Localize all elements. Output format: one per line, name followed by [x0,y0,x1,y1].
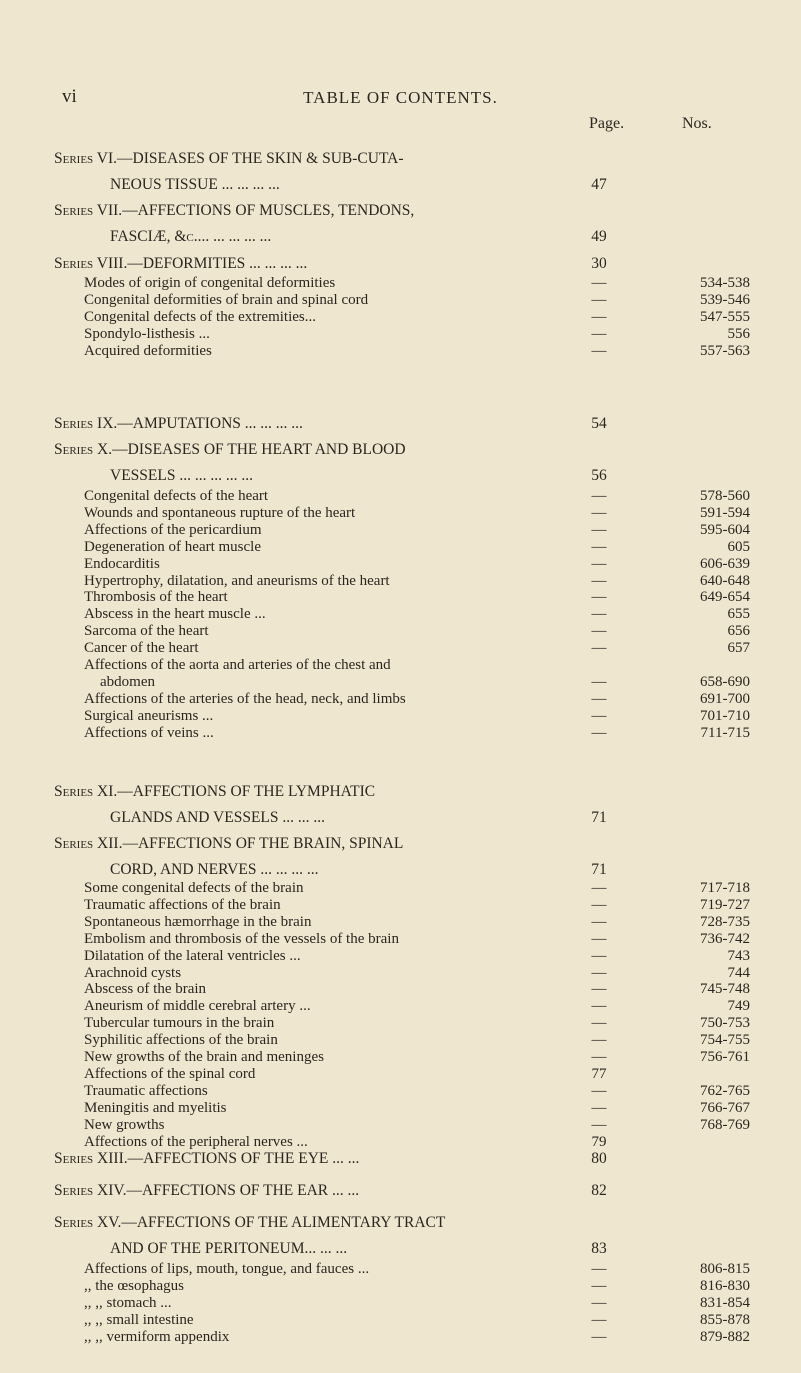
toc-entry-page: — [591,325,607,342]
toc-entry-page: — [591,572,607,589]
toc-entry-page: — [591,589,607,606]
toc-entry: Wounds and spontaneous rupture of the heart [84,504,356,521]
series-title-line2: NEOUS TISSUE ... ... ... ... [110,176,280,193]
series-title-line1: Series XII.—AFFECTIONS OF THE BRAIN, SPINAL [54,835,404,852]
series-page-number: 56 [591,467,607,484]
toc-entry-nos: 605 [727,538,750,555]
toc-entry-page: — [591,1277,607,1294]
toc-entry-page: — [591,896,607,913]
toc-entry-page: — [591,521,607,538]
toc-entry-nos: 816-830 [700,1277,750,1294]
toc-entry-page: — [591,880,607,896]
toc-entry-nos: 539-546 [700,291,750,308]
toc-entry-nos: 691-700 [700,690,750,707]
toc-entry-nos: 831-854 [700,1294,750,1311]
toc-entry: Arachnoid cysts [84,964,182,981]
toc-entry-nos: 768-769 [700,1116,750,1133]
toc-entry: ,, ,, vermiform appendix [84,1328,230,1345]
toc-entry: Tubercular tumours in the brain [84,1015,275,1032]
toc-entry-page: — [591,1049,607,1065]
series-title-line2: VESSELS ... ... ... ... ... [110,467,253,484]
toc-entry-nos: 591-594 [700,504,750,521]
toc-entry: New growths [84,1116,165,1133]
toc-entry-nos: 606-639 [700,555,750,572]
toc-entry-nos: 701-710 [700,707,750,724]
toc-entry-page: — [591,673,607,690]
series-page-number: 54 [591,415,607,432]
toc-entry-nos: 547-555 [700,308,750,325]
toc-entry: abdomen [100,673,155,690]
toc-entry-page: — [591,555,607,572]
toc-entry: Acquired deformities [84,342,212,359]
toc-entry-page: — [591,947,607,964]
series-heading [54,437,574,489]
toc-entry-nos: 656 [727,623,750,640]
toc-entry: ,, the œsophagus [84,1277,184,1294]
toc-entry-nos: 736-742 [700,930,750,947]
toc-entry: Aneurism of middle cerebral artery ... [84,998,311,1015]
toc-entry-page: — [591,998,607,1015]
series-page-number: 49 [591,228,607,245]
toc-entry-nos: 728-735 [700,913,750,930]
toc-entry-nos: 658-690 [700,673,750,690]
toc-entry: Affections of the arteries of the head, neck, and limbs [84,690,406,707]
series-page-number: 30 [591,255,607,272]
series-title-line1: Series XIII.—AFFECTIONS OF THE EYE ... ... [54,1150,360,1167]
page-number: vi [62,86,77,107]
toc-entry-nos: 640-648 [700,572,750,589]
toc-entry-nos: 719-727 [700,896,750,913]
toc-entry: Embolism and thrombosis of the vessels of the brain [84,930,399,947]
series-heading [54,779,574,831]
toc-entry-page: — [591,724,607,741]
toc-entry: Spondylo-listhesis ... [84,325,210,342]
toc-entry: New growths of the brain and meninges [84,1049,324,1065]
toc-entry-page: — [591,1082,607,1099]
toc-entry-page: — [591,1294,607,1311]
toc-entry: Abscess in the heart muscle ... [84,606,266,623]
toc-entry-page: 77 [591,1065,607,1082]
toc-entry-nos: 855-878 [700,1311,750,1328]
toc-entry-nos: 711-715 [700,724,750,741]
column-header-page: Page. [589,115,625,132]
series-page-number: 83 [591,1240,607,1257]
toc-entry: Endocarditis [84,555,160,572]
toc-entry-page: — [591,291,607,308]
column-header-nos: Nos. [682,115,712,132]
series-page-number: 80 [591,1150,607,1167]
series-heading [54,146,574,198]
toc-entry: ,, ,, stomach ... [84,1294,172,1311]
toc-entry-nos: 762-765 [700,1082,750,1099]
toc-entry-nos: 655 [727,606,750,623]
toc-entry-page: — [591,707,607,724]
toc-entry-nos: 744 [727,964,750,981]
toc-entry: Affections of lips, mouth, tongue, and fauces ... [84,1261,370,1277]
toc-entry: Traumatic affections [84,1082,208,1099]
series-page-number: 47 [591,176,607,193]
series-title-line1: Series XIV.—AFFECTIONS OF THE EAR ... ... [54,1182,360,1199]
toc-entry-page: — [591,930,607,947]
toc-entry-page: — [591,504,607,521]
series-page-number: 71 [591,809,607,826]
toc-entry-page: — [591,538,607,555]
series-title-line1: Series VII.—AFFECTIONS OF MUSCLES, TENDONS, [54,202,415,219]
toc-entry: Hypertrophy, dilatation, and aneurisms of the heart [84,572,390,589]
toc-entry-page: — [591,1099,607,1116]
toc-entry: Congenital defects of the heart [84,488,269,504]
series-heading [54,1178,574,1204]
toc-entry-page: — [591,1261,607,1277]
toc-entry-page: — [591,913,607,930]
toc-entry: ,, ,, small intestine [84,1311,194,1328]
toc-entry-nos: 766-767 [700,1099,750,1116]
toc-entry: Affections of the spinal cord [84,1065,256,1082]
toc-entry: Dilatation of the lateral ventricles ... [84,947,301,964]
series-title-line2: AND OF THE PERITONEUM... ... ... [110,1240,348,1257]
toc-entry-page: — [591,1015,607,1032]
series-heading [54,1210,574,1262]
toc-entry: Sarcoma of the heart [84,623,209,640]
toc-entry: Thrombosis of the heart [84,589,228,606]
toc-entry-page: — [591,342,607,359]
toc-entry-page: — [591,1311,607,1328]
toc-entry: Meningitis and myelitis [84,1099,227,1116]
toc-entry: Congenital defects of the extremities... [84,308,317,325]
toc-entry: Modes of origin of congenital deformities [84,275,336,291]
toc-entry-nos: 649-654 [700,589,750,606]
toc-entry-nos: 743 [727,947,750,964]
toc-entry-page: — [591,488,607,504]
toc-entry-nos: 595-604 [700,521,750,538]
toc-entry-nos: 749 [727,998,750,1015]
series-title-line1: Series IX.—AMPUTATIONS ... ... ... ... [54,415,303,432]
toc-entry: Congenital deformities of brain and spinal cord [84,291,369,308]
toc-entry: Spontaneous hæmorrhage in the brain [84,913,312,930]
toc-entry-page: — [591,981,607,998]
toc-entry-nos: 879-882 [700,1328,750,1345]
toc-entry-nos: 806-815 [700,1261,750,1277]
toc-entry-page: — [591,308,607,325]
series-heading [54,831,574,883]
toc-entry: Syphilitic affections of the brain [84,1032,278,1049]
toc-entry-page: — [591,275,607,291]
toc-entry-nos: 578-560 [700,488,750,504]
toc-entry-page: — [591,623,607,640]
page-title: TABLE OF CONTENTS. [303,88,498,107]
toc-entry-page: — [591,640,607,657]
toc-entry-nos: 717-718 [700,880,750,896]
toc-entry: Affections of the aorta and arteries of the chest and [84,657,391,673]
toc-entry: Surgical aneurisms ... [84,707,214,724]
toc-entry-page: — [591,1116,607,1133]
toc-entry: Abscess of the brain [84,981,207,998]
series-title-line2: FASCIÆ, &c.... ... ... ... ... [110,228,272,245]
series-title-line2: CORD, AND NERVES ... ... ... ... [110,861,319,878]
series-page-number: 82 [591,1182,607,1199]
toc-entry-nos: 557-563 [700,342,750,359]
toc-entry: Affections of veins ... [84,724,214,741]
toc-entry: Degeneration of heart muscle [84,538,262,555]
toc-entry-page: — [591,606,607,623]
toc-entry-page: — [591,964,607,981]
toc-entry-nos: 750-753 [700,1015,750,1032]
toc-entry-nos: 556 [727,325,750,342]
toc-entry: Some congenital defects of the brain [84,880,304,896]
toc-entry-nos: 534-538 [700,275,750,291]
series-heading [54,411,574,437]
toc-entry-nos: 657 [727,640,750,657]
toc-entry-nos: 745-748 [700,981,750,998]
series-title-line1: Series VI.—DISEASES OF THE SKIN & SUB-CUTA- [54,150,404,167]
series-title-line1: Series XV.—AFFECTIONS OF THE ALIMENTARY TRACT [54,1214,446,1231]
toc-entry-page: — [591,1032,607,1049]
toc-entry-page: — [591,690,607,707]
toc-entry: Affections of the peripheral nerves ... [84,1133,308,1150]
toc-entry-nos: 754-755 [700,1032,750,1049]
series-title-line1: Series VIII.—DEFORMITIES ... ... ... ... [54,255,308,272]
toc-entry-page: 79 [591,1133,607,1150]
series-title-line1: Series X.—DISEASES OF THE HEART AND BLOOD [54,441,406,458]
toc-entry-page: — [591,1328,607,1345]
series-page-number: 71 [591,861,607,878]
series-title-line1: Series XI.—AFFECTIONS OF THE LYMPHATIC [54,783,376,800]
series-title-line2: GLANDS AND VESSELS ... ... ... [110,809,326,826]
series-heading [54,251,574,277]
toc-entry: Affections of the pericardium [84,521,262,538]
series-heading [54,1146,574,1172]
toc-entry: Cancer of the heart [84,640,199,657]
toc-entry: Traumatic affections of the brain [84,896,281,913]
series-heading [54,198,574,250]
toc-entry-nos: 756-761 [700,1049,750,1065]
